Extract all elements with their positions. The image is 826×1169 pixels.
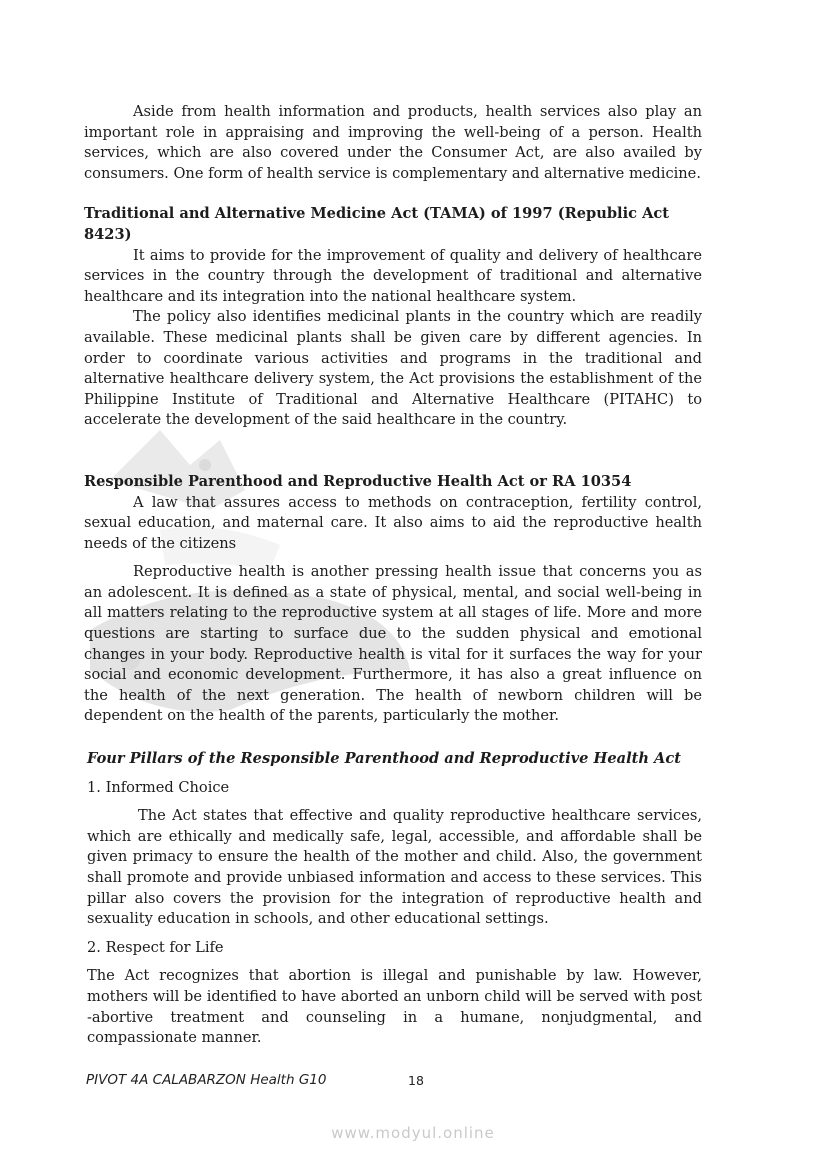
pillars-heading: Four Pillars of the Responsible Parenthood and Reproductive Health Act bbox=[87, 750, 681, 768]
tama-paragraph-2: The policy also identifies medicinal plants in the country which are readily available. These medicinal plants shall be given care by different agencies. In order to coordinate various activities and programs in the traditional and alternative healthcare delivery system, the Act provisions the establishment of the Philippine Institute of Traditional and Alternative Healthcare (PITAHC) to accelerate the development of the said healthcare in the country. bbox=[84, 308, 702, 429]
intro-paragraph: Aside from health information and products, health services also play an important role in appraising and improving the well-being of a person. Health services, which are also covered under the Consumer Act, are also availed by consumers. One form of health service is complementary and alternative medicine. bbox=[84, 103, 702, 182]
document-body bbox=[84, 102, 702, 1049]
respect-for-life-paragraph: The Act recognizes that abortion is illegal and punishable by law. However, mothers will be identified to have aborted an unborn child will be served with post -abortive treatment and counseling in a humane, nonjudgmental, and compassionate manner. bbox=[87, 967, 702, 1047]
rprh-paragraph-2: Reproductive health is another pressing health issue that concerns you as an adolescent. It is defined as a state of physical, mental, and social well-being in all matters relating to the reproductive system at all stages of life. More and more questions are starting to surface due to the sudden physical and emotional changes in your body. Reproductive health is vital for it surfaces the way for your social and economic development. Furthermore, it has also a great influence on the health of the next generation. The health of newborn children will be dependent on the health of the parents, particularly the mother. bbox=[84, 563, 702, 725]
pillar-informed-choice: 1. Informed Choice bbox=[87, 778, 230, 796]
site-watermark: www.modyul.online bbox=[331, 1124, 495, 1142]
tama-paragraph-1: It aims to provide for the improvement of quality and delivery of healthcare services in the country through the development of traditional and alternative healthcare and its integration into the national healthcare system. bbox=[84, 246, 702, 305]
tama-heading: Traditional and Alternative Medicine Act (TAMA) of 1997 (Republic Act 8423) bbox=[84, 205, 670, 243]
informed-choice-paragraph: The Act states that effective and quality reproductive healthcare services, which are ethically and medically safe, legal, accessible, and affordable shall be given primacy to ensure the health of the mother and child. Also, the government shall promote and provide unbiased information and access to these services. This pillar also covers the provision for the integration of reproductive health and sexuality education in schools, and other educational settings. bbox=[87, 807, 702, 928]
pillar-respect-for-life: 2. Respect for Life bbox=[87, 938, 224, 956]
page-number: 18 bbox=[408, 1073, 424, 1088]
footer-title: PIVOT 4A CALABARZON Health G10 bbox=[86, 1072, 327, 1088]
rprh-paragraph-1: A law that assures access to methods on contraception, fertility control, sexual education, and maternal care. It also aims to aid the reproductive health needs of the citizens bbox=[84, 493, 702, 552]
rprh-heading: Responsible Parenthood and Reproductive Health Act or RA 10354 bbox=[84, 472, 632, 490]
